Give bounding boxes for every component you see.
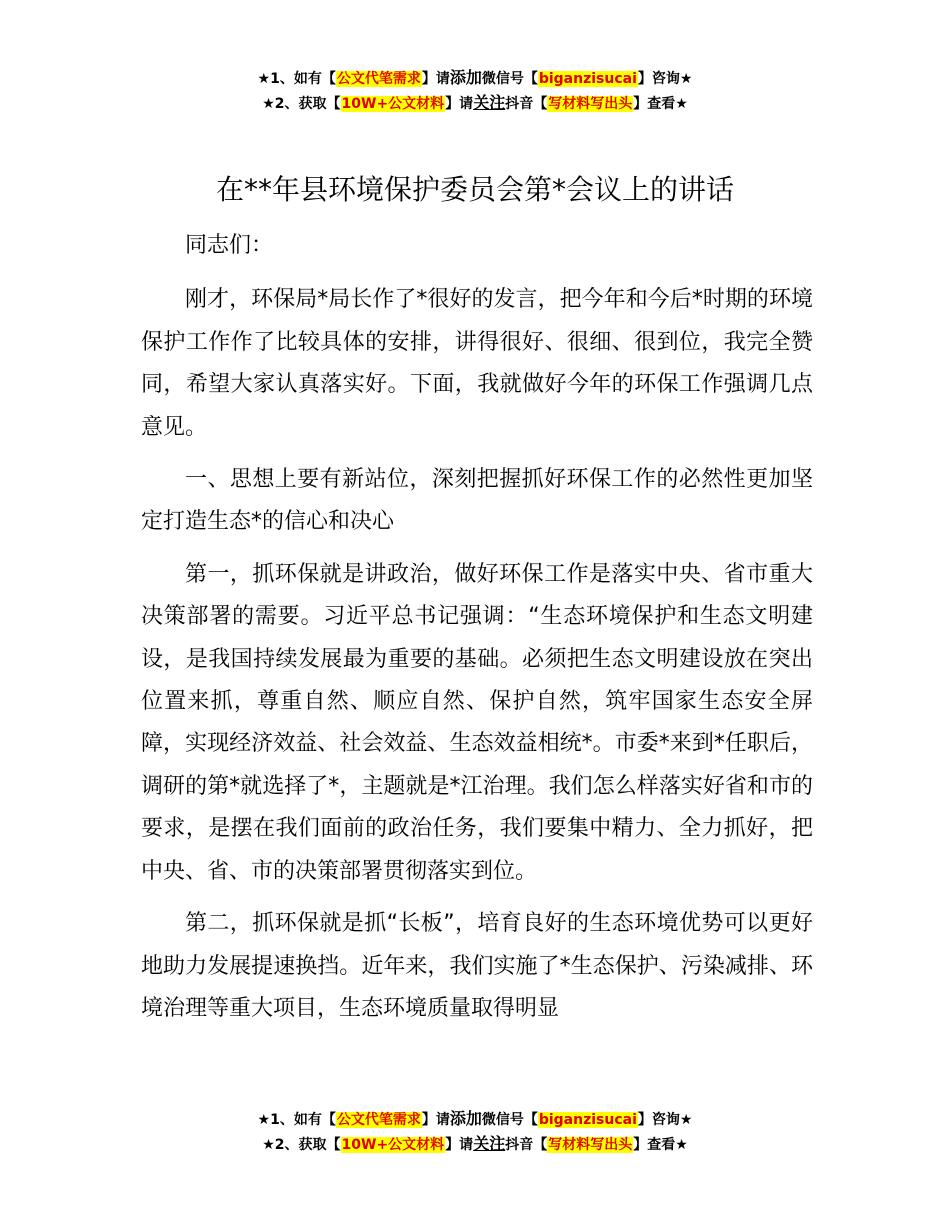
promo-text: ★2、获取【 — [262, 1137, 341, 1153]
promo-banner-top — [0, 66, 950, 116]
follow-emphasis: 关注 — [473, 93, 506, 112]
promo-text: 微信号【 — [481, 1112, 538, 1128]
section-heading-1: 一、思想上要有新站位，深刻把握抓好环保工作的必然性更加坚定打造生态*的信心和决心 — [141, 467, 813, 535]
promo-text: 】请 — [445, 1137, 474, 1153]
promo-text: 抖音【 — [505, 96, 548, 112]
promo-text: 】请 — [445, 96, 474, 112]
wechat-id-highlight: biganzisucai — [538, 71, 637, 87]
service-highlight: 公文代笔需求 — [336, 1112, 421, 1128]
promo-text: 】请 — [421, 1112, 450, 1128]
promo-banner-bottom — [0, 1107, 950, 1157]
promo-line-1 — [0, 66, 950, 91]
promo-text: 微信号【 — [481, 71, 538, 87]
promo-text: 】查看★ — [633, 1137, 688, 1153]
promo-text: 】查看★ — [633, 96, 688, 112]
promo-text: 】咨询★ — [637, 1112, 693, 1128]
promo-text: ★1、如有【 — [257, 71, 336, 87]
promo-text: 抖音【 — [505, 1137, 548, 1153]
materials-highlight: 10W+公文材料 — [341, 1137, 445, 1153]
wechat-id-highlight: biganzisucai — [538, 1112, 637, 1128]
paragraph-first-point: 第一，抓环保就是讲政治，做好环保工作是落实中央、省市重大决策部署的需要。习近平总书记强调：“生态环境保护和生态文明建设，是我国持续发展最为重要的基础。必须把生态文明建设放在突出位置来抓，尊重自然、顺应自然、保护自然，筑牢国家生态安全屏障，实现经济效益、社会效益、生态效益相统*。市委*来到*任职后，调研的第*就选择了*，主题就是*江治理。我们怎么样落实好省和市的要求，是摆在我们面前的政治任务，我们要集中精力、全力抓好，把中央、省、市的决策部署贯彻落实到位。 — [141, 561, 813, 884]
greeting: 同志们： — [185, 233, 274, 258]
douyin-highlight: 写材料写出头 — [548, 96, 633, 112]
promo-text: 】请 — [421, 71, 450, 87]
document-title: 在**年县环境保护委员会第*会议上的讲话 — [215, 173, 734, 206]
follow-emphasis: 关注 — [473, 1134, 506, 1153]
promo-text: ★2、获取【 — [262, 96, 341, 112]
materials-highlight: 10W+公文材料 — [341, 96, 445, 112]
promo-line-1 — [0, 1107, 950, 1132]
promo-line-2 — [0, 1132, 950, 1157]
promo-text: 】咨询★ — [637, 71, 693, 87]
douyin-highlight: 写材料写出头 — [548, 1137, 633, 1153]
service-highlight: 公文代笔需求 — [336, 71, 421, 87]
document-body — [141, 225, 813, 1040]
add-emphasis: 添加 — [449, 1109, 482, 1128]
promo-text: ★1、如有【 — [257, 1112, 336, 1128]
paragraph-second-point: 第二，抓环保就是抓“长板”，培育良好的生态环境优势可以更好地助力发展提速换挡。近年来，我们实施了*生态保护、污染减排、环境治理等重大项目，生态环境质量取得明显 — [141, 911, 813, 1021]
promo-line-2 — [0, 91, 950, 116]
add-emphasis: 添加 — [449, 68, 482, 87]
paragraph-intro: 刚才，环保局*局长作了*很好的发言，把今年和今后*时期的环境保护工作作了比较具体的安排，讲得很好、很细、很到位，我完全赞同，希望大家认真落实好。下面，我就做好今年的环保工作强调几点意见。 — [141, 287, 813, 440]
